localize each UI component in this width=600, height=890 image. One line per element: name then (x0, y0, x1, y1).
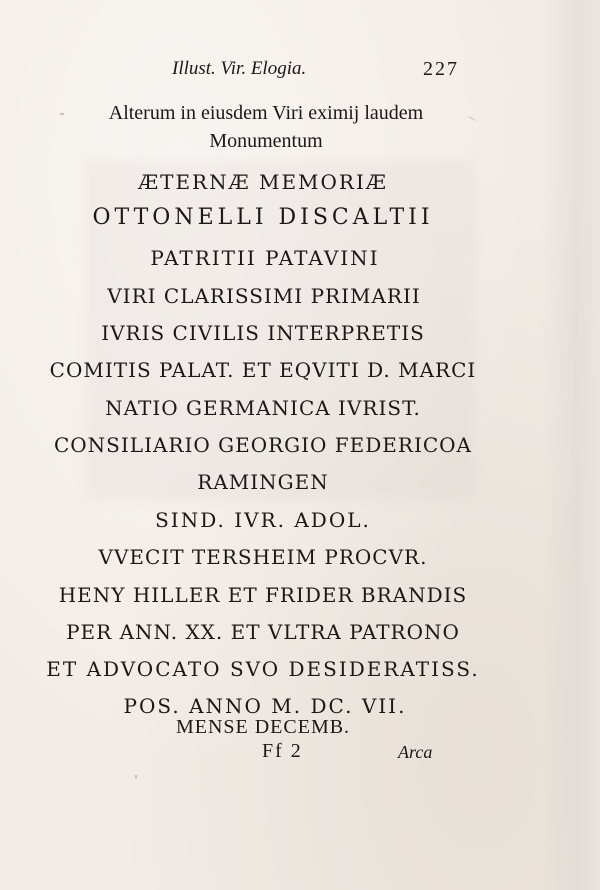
running-title: Illust. Vir. Elogia. (172, 58, 307, 79)
page-edge-shadow (542, 0, 600, 890)
inscription-line: NATIO GERMANICA IVRIST. (105, 396, 421, 420)
heading-line-2: Monumentum (209, 130, 323, 152)
inscription-line: IVRIS CIVILIS INTERPRETIS (101, 321, 425, 345)
catchword: Arca (398, 742, 433, 762)
inscription-line: SIND. IVR. ADOL. (155, 508, 371, 532)
page-number: 227 (423, 58, 459, 80)
inscription-line: POS. ANNO M. DC. VII. (123, 694, 407, 718)
inscription-line: HENY HILLER ET FRIDER BRANDIS (58, 583, 468, 607)
inscription-line: CONSILIARIO GEORGIO FEDERICOA (53, 433, 472, 457)
inscription-line: MENSE DECEMB. (175, 716, 351, 738)
inscription-line: ÆTERNÆ MEMORIÆ (138, 170, 388, 194)
signature-mark: Ff 2 (262, 740, 303, 762)
ink-speck (135, 775, 137, 779)
inscription-line: PATRITII PATAVINI (150, 246, 380, 270)
heading-line-1: Alterum in eiusdem Viri eximij laudem (108, 102, 424, 124)
inscription-line: RAMINGEN (197, 470, 329, 494)
inscription-line: COMITIS PALAT. ET EQVITI D. MARCI (49, 358, 477, 382)
inscription-line: VVECIT TERSHEIM PROCVR. (98, 545, 428, 569)
inscription-line: VIRI CLARISSIMI PRIMARII (107, 284, 421, 308)
ink-speck (60, 113, 64, 115)
inscription-line: OTTONELLI DISCALTII (92, 205, 434, 230)
inscription-line: ET ADVOCATO SVO DESIDERATISS. (46, 657, 480, 681)
inscription-line: PER ANN. XX. ET VLTRA PATRONO (66, 620, 460, 644)
